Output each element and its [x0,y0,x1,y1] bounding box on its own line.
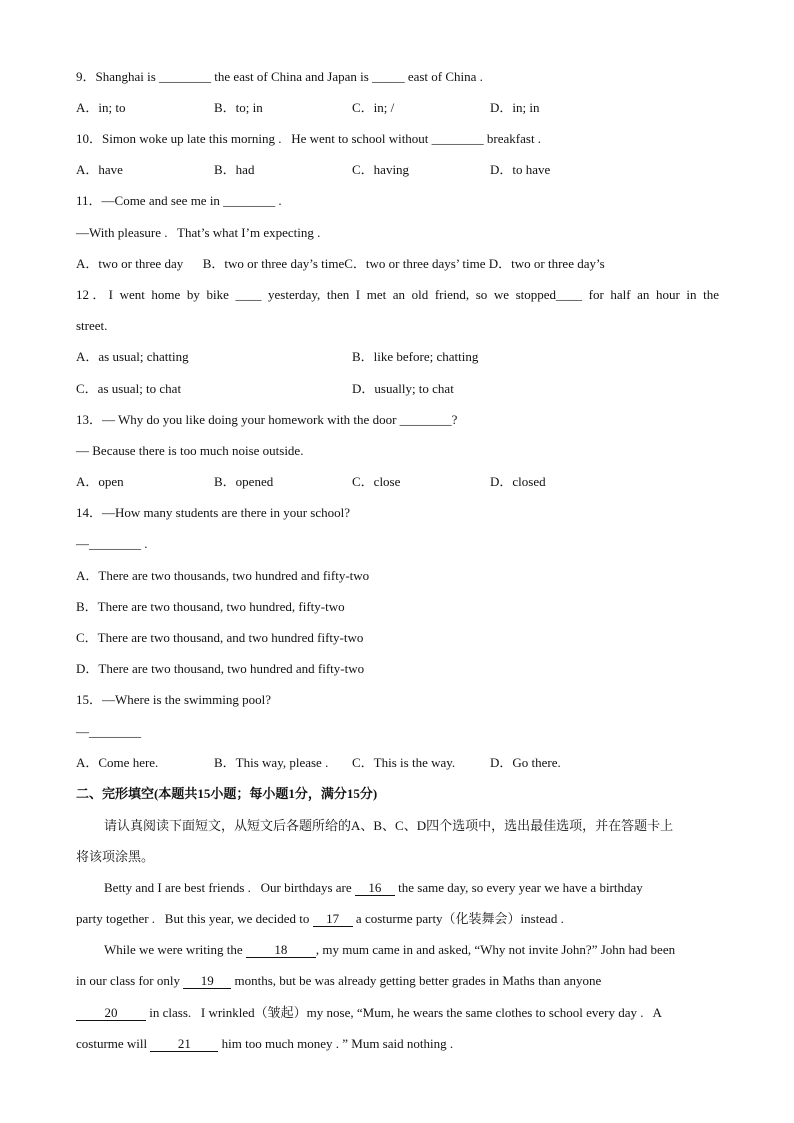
q9-options [76,99,719,117]
blank-19[interactable]: 19 [183,974,231,989]
option-c[interactable]: C．as usual; to chat [76,381,182,396]
option-b[interactable]: B．had [214,162,255,177]
passage-line: party together . But this year, we decided to 17 a costurme party（化装舞会）instead . [76,911,564,926]
option-c[interactable]: C．close [352,474,401,489]
option-a[interactable]: A．have [76,162,123,177]
option-a[interactable]: A．in; to [76,100,126,115]
section-instruction-continued: 将该项涂黑。 [76,849,155,864]
option-b[interactable]: B．This way, please . [214,755,329,770]
section-heading: 二、完形填空(本题共15小题；每小题1分，满分15分) [76,786,378,801]
option-d[interactable]: D．usually; to chat [352,381,454,396]
q13-stem: 13．— Why do you like doing your homework with the door ________? [76,412,458,427]
q12-options-row2 [76,380,719,398]
blank-17[interactable]: 17 [313,912,353,927]
option-a[interactable]: A．as usual; chatting [76,349,189,364]
q10-options [76,161,719,179]
q13-dialogue: — Because there is too much noise outside. [76,443,304,458]
blank-20[interactable]: 20 [76,1006,146,1021]
blank-21[interactable]: 21 [150,1037,218,1052]
q12-options-row1 [76,348,719,366]
q12-stem: 12．I went home by bike ____ yesterday, then I met an old friend, so we stopped____ for half an hour in the [76,287,719,302]
option-d[interactable]: D．in; in [490,100,540,115]
q14-answer-blank: —________ . [76,536,148,551]
option-c[interactable]: C．in; / [352,100,395,115]
option-b[interactable]: B．opened [214,474,274,489]
option-d[interactable]: D．Go there. [490,755,561,770]
q12-stem-continued: street. [76,318,108,333]
option-a[interactable]: A．Come here. [76,755,159,770]
option-d[interactable]: D．closed [490,474,546,489]
option-c[interactable]: C．This is the way. [352,755,456,770]
q14-option-b[interactable]: B．There are two thousand, two hundred, fifty-two [76,599,345,614]
q15-answer-blank: —________ [76,724,141,739]
option-a[interactable]: A．open [76,474,124,489]
q10-stem: 10．Simon woke up late this morning . He went to school without ________ breakfast . [76,131,542,146]
option-b[interactable]: B．like before; chatting [352,349,479,364]
q11-stem: 11．—Come and see me in ________ . [76,193,282,208]
option-c[interactable]: C．having [352,162,410,177]
passage-line: While we were writing the 18 , my mum came in and asked, “Why not invite John?” John had been [104,942,676,957]
q9-stem: 9．Shanghai is ________ the east of China and Japan is _____ east of China . [76,69,483,84]
q14-stem: 14．—How many students are there in your school? [76,505,351,520]
q15-stem: 15．—Where is the swimming pool? [76,692,271,707]
passage-line: 20 in class. I wrinkled（皱起）my nose, “Mum, he wears the same clothes to school every day . A [76,1004,719,1022]
q15-options [76,754,719,772]
passage-line: Betty and I are best friends . Our birthdays are 16 the same day, so every year we have a birthday [104,880,643,895]
option-b[interactable]: B．to; in [214,100,263,115]
q14-option-a[interactable]: A．There are two thousands, two hundred and fifty-two [76,568,370,583]
q11-dialogue: —With pleasure . That’s what I’m expecting . [76,225,321,240]
q13-options [76,473,719,491]
blank-16[interactable]: 16 [355,881,395,896]
q11-options[interactable]: A．two or three day B．two or three day’s timeC．two or three days’ time D．two or three day’s [76,256,605,271]
passage-line: costurme will 21 him too much money . ” Mum said nothing . [76,1036,454,1051]
passage-line: in our class for only 19 months, but be was already getting better grades in Maths than anyone [76,973,602,988]
option-d[interactable]: D．to have [490,162,551,177]
section-instruction: 请认真阅读下面短文，从短文后各题所给的A、B、C、D四个选项中，选出最佳选项，并在答题卡上 [104,818,674,833]
q14-option-d[interactable]: D．There are two thousand, two hundred and fifty-two [76,661,365,676]
q14-option-c[interactable]: C．There are two thousand, and two hundred fifty-two [76,630,364,645]
blank-18[interactable]: 18 [246,943,316,958]
